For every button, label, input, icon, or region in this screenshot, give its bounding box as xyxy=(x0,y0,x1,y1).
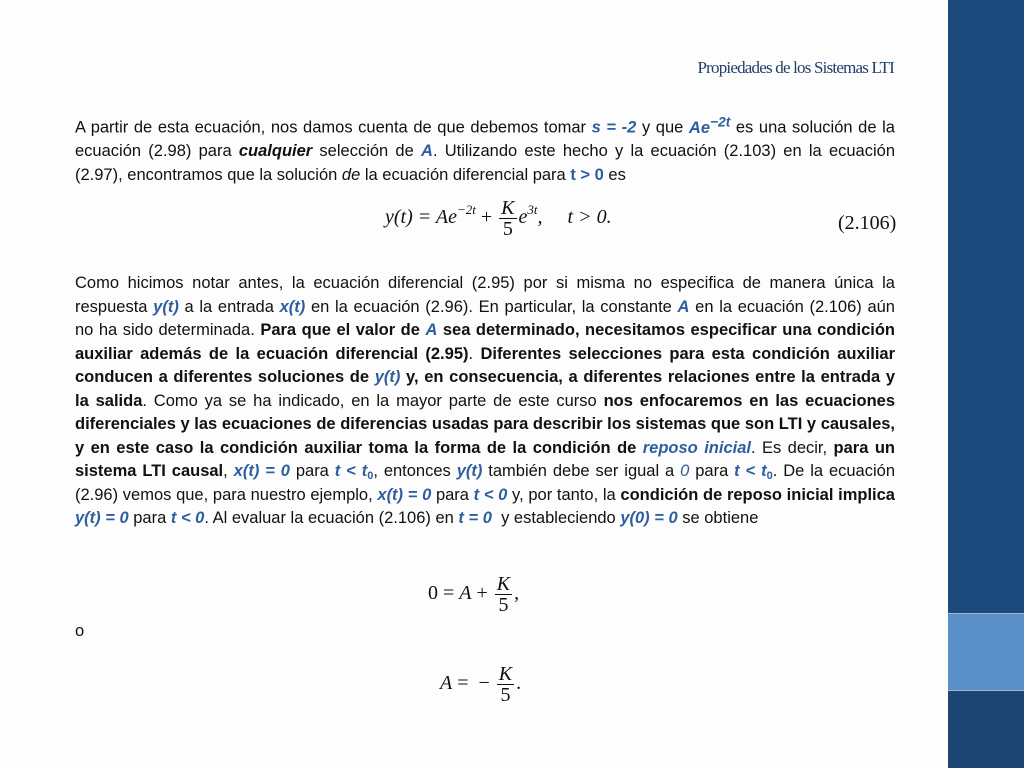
equation-2-106: $y(t) = Ae^{-2t}$ + $\frac{K}{5}$ $e^{3t}$, t > 0. xyxy=(385,197,612,240)
sidebar-divider xyxy=(948,613,1024,614)
text: es una solución de la ecuación (2.98) para xyxy=(75,118,895,160)
decorative-sidebar xyxy=(948,0,1024,768)
text: A partir de esta ecuación, nos damos cuenta de que debemos tomar xyxy=(75,118,592,137)
connector-o: o xyxy=(75,622,85,640)
de-word: de xyxy=(341,165,361,184)
equation-number: (2.106) xyxy=(838,212,897,234)
s-value: s = -2 xyxy=(591,118,637,137)
equation-a-result: A = − $\frac{K}{5}$ . xyxy=(440,663,522,706)
text: selección de xyxy=(312,142,422,160)
sidebar-divider xyxy=(948,690,1024,691)
fraction-k-5: $\frac{K}{5}$ xyxy=(498,663,513,706)
paragraph-intro xyxy=(75,110,895,187)
text: la ecuación diferencial para xyxy=(360,165,571,184)
ae-term: $Ae^{-2t}$ xyxy=(688,114,731,137)
cualquier-word: cualquier xyxy=(238,142,313,160)
equation-zero-eq-a: 0 = A + $\frac{K}{5}$ , xyxy=(428,573,520,616)
sidebar-band-accent xyxy=(948,614,1024,690)
paragraph-explanation: Como hicimos notar antes, la ecuación diferencial (2.95) por si misma no especifica de manera única la respuesta y(t) a la entrada x(t) en la ecuación (2.96). En particular, la constante A en la ecuación (2.106) aún no ha sido determinada. Para que el valor de A sea determinado, necesitamos especificar una condición auxiliar además de la ecuación diferencial (2.95). Diferentes selecciones para esta condición auxiliar conducen a diferentes soluciones de y(t) y, en consecuencia, a diferentes relaciones entre la entrada y la salida. Como ya se ha indicado, en la mayor parte de este curso nos enfocaremos en las ecuaciones diferenciales y las ecuaciones de diferencias usadas para describir los sistemas que son LTI y causales, y en este caso la condición auxiliar toma la forma de la condición de reposo inicial. Es decir, para un sistema LTI causal, x(t) = 0 para $t < t_0$, entonces y(t) también debe ser igual a 0 para $t < t_0$. De la ecuación (2.96) vemos que, para nuestro ejemplo, x(t) = 0 para t < 0 y, por tanto, la condición de reposo inicial implica y(t) = 0 para t < 0. Al evaluar la ecuación (2.106) en t = 0 y estableciendo y(0) = 0 se obtiene xyxy=(75,274,896,527)
fraction-k-5: $\frac{K}{5}$ xyxy=(496,573,511,616)
text: y que xyxy=(636,118,689,137)
reposo-inicial: reposo inicial xyxy=(642,438,751,457)
t-condition: t > 0 xyxy=(570,165,604,184)
text: es xyxy=(608,165,626,184)
text: . Utilizando este hecho y la ecuación (2.103) en la ecuación (2.97), encontramos que la solución xyxy=(75,142,895,184)
fraction-k-5: $\frac{K}{5}$ xyxy=(501,197,515,240)
sidebar-band-bottom xyxy=(948,690,1024,768)
sidebar-band-top xyxy=(948,0,1024,614)
a-symbol: A xyxy=(421,142,433,160)
slide-title: Propiedades de los Sistemas LTI xyxy=(697,58,894,77)
